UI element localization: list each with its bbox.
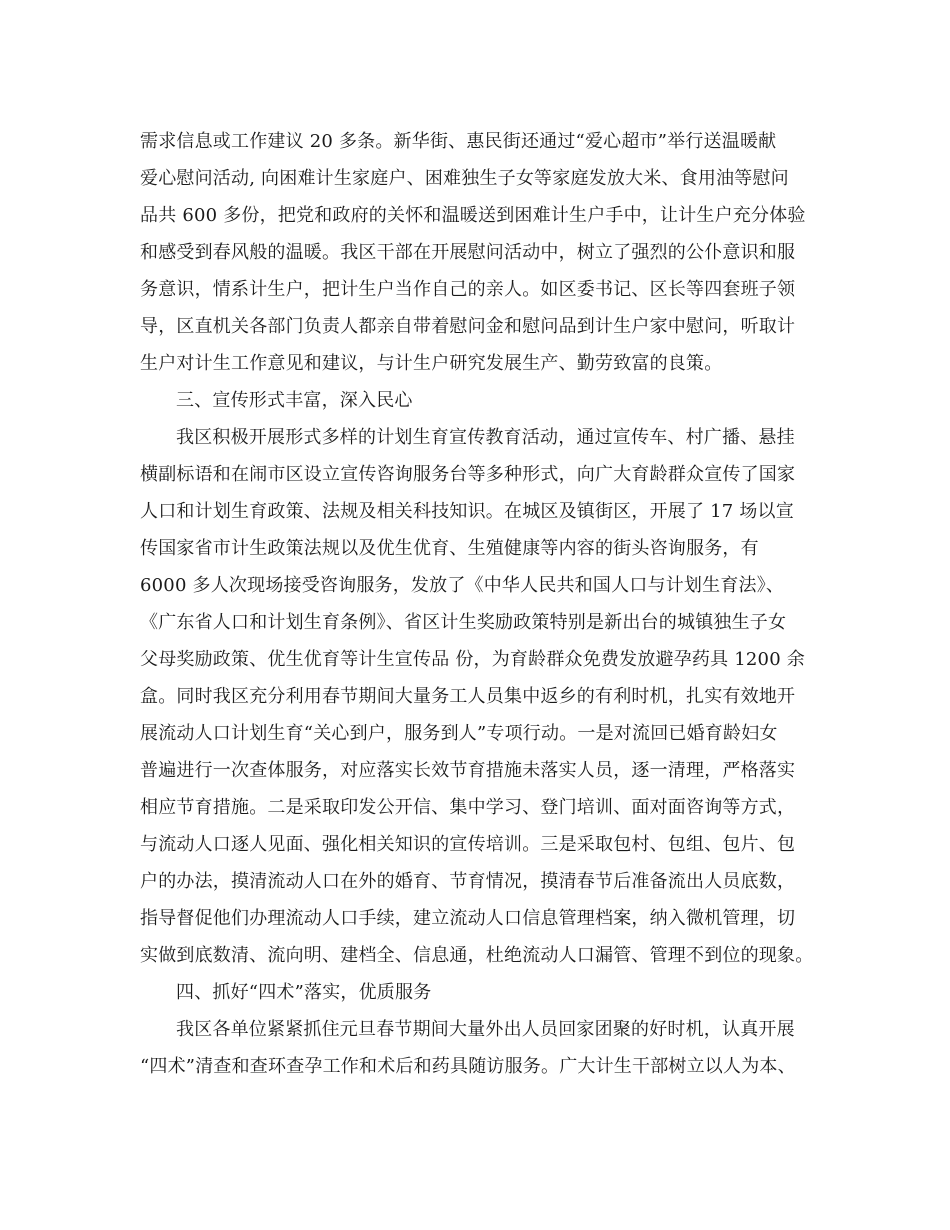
body-text-line: 与流动人口逐人见面、强化相关知识的宣传培训。三是采取包村、包组、包片、包 — [140, 834, 796, 855]
paragraph-first-line: 我区各单位紧紧抓住元旦春节期间大量外出人员回家团聚的好时机，认真开展 — [176, 1019, 795, 1040]
body-text-line: 和感受到春风般的温暖。我区干部在开展慰问活动中，树立了强烈的公仆意识和服 — [140, 242, 796, 263]
body-text-line: 展流动人口计划生育“关心到户，服务到人”专项行动。一是对流回已婚育龄妇女 — [140, 723, 778, 744]
body-text-line: 需求信息或工作建议 20 多条。新华街、惠民街还通过“爱心超市”举行送温暖献 — [140, 131, 777, 152]
body-text-line: 横副标语和在闹市区设立宣传咨询服务台等多种形式，向广大育龄群众宣传了国家 — [140, 464, 796, 485]
body-text-line: 传国家省市计生政策法规以及优生优育、生殖健康等内容的街头咨询服务，有 — [140, 538, 759, 559]
body-text-line: “四术”清查和查环查孕工作和术后和药具随访服务。广大计生干部树立以人为本、 — [140, 1056, 796, 1077]
body-text-line: 《广东省人口和计划生育条例》、省区计生奖励政策特别是新出台的城镇独生子女 — [140, 612, 787, 633]
body-text-line: 务意识，情系计生户，把计生户当作自己的亲人。如区委书记、区长等四套班子领 — [140, 279, 796, 300]
body-text-line: 相应节育措施。二是采取印发公开信、集中学习、登门培训、面对面咨询等方式， — [140, 797, 796, 818]
body-text-line: 普遍进行一次查体服务，对应落实长效节育措施未落实人员，逐一清理，严格落实 — [140, 760, 796, 781]
paragraph-first-line: 我区积极开展形式多样的计划生育宣传教育活动，通过宣传车、村广播、悬挂 — [176, 427, 795, 448]
body-text-line: 品共 600 多份，把党和政府的关怀和温暖送到困难计生户手中，让计生户充分体验 — [140, 205, 806, 226]
section-heading: 三、宣传形式丰富，深入民心 — [176, 390, 413, 411]
body-text-line: 指导督促他们办理流动人口手续，建立流动人口信息管理档案，纳入微机管理，切 — [140, 908, 796, 929]
body-text-line: 父母奖励政策、优生优育等计生宣传品 份，为育龄群众免费发放避孕药具 1200 余 — [140, 649, 805, 670]
body-text-line: 实做到底数清、流向明、建档全、信息通，杜绝流动人口漏管、管理不到位的现象。 — [140, 945, 814, 966]
body-text-line: 爱心慰问活动, 向困难计生家庭户、困难独生子女等家庭发放大米、食用油等慰问 — [140, 168, 789, 189]
body-text-line: 户的办法，摸清流动人口在外的婚育、节育情况，摸清春节后准备流出人员底数， — [140, 871, 796, 892]
body-text-line: 盒。同时我区充分利用春节期间大量务工人员集中返乡的有利时机，扎实有效地开 — [140, 686, 796, 707]
section-heading: 四、抓好“四术”落实，优质服务 — [176, 982, 432, 1003]
body-text-line: 生户对计生工作意见和建议，与计生户研究发展生产、勤劳致富的良策。 — [140, 353, 723, 374]
body-text-line: 导，区直机关各部门负责人都亲自带着慰问金和慰问品到计生户家中慰问，听取计 — [140, 316, 796, 337]
body-text-line: 6000 多人次现场接受咨询服务，发放了《中华人民共和国人口与计划生育法》、 — [140, 575, 785, 596]
body-text-line: 人口和计划生育政策、法规及相关科技知识。在城区及镇街区，开展了 17 场以宣 — [140, 501, 794, 522]
